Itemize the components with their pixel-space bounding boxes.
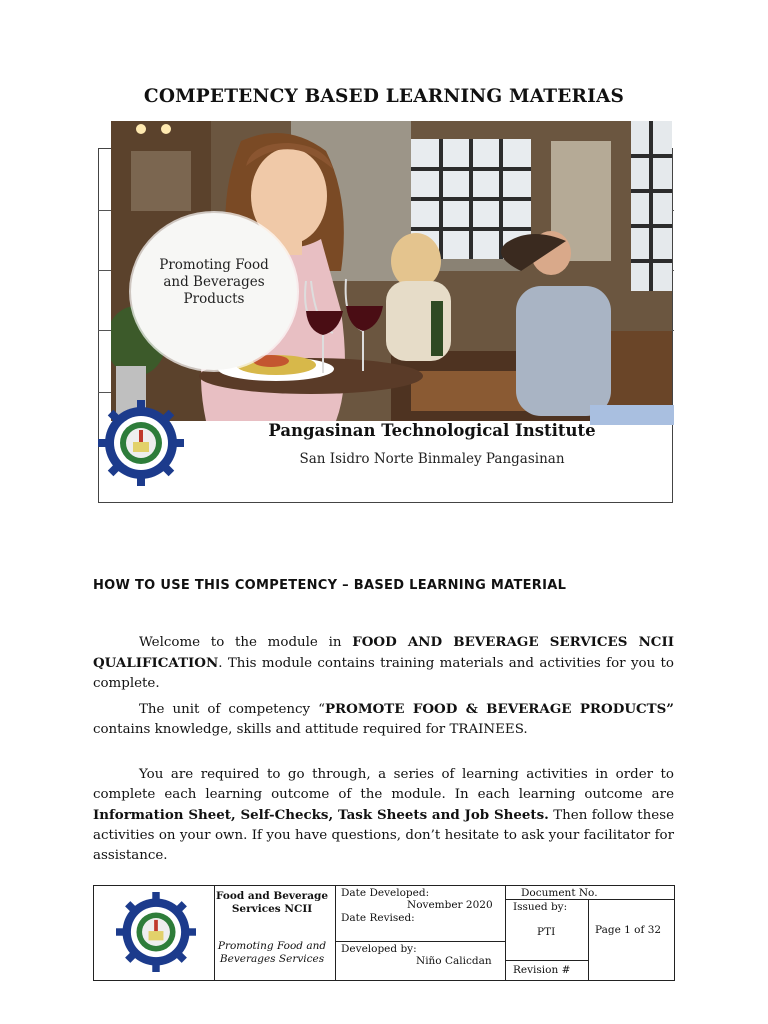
page-number: Page 1 of 32 — [595, 924, 662, 936]
developed-by-value: Niño Calicdan — [416, 955, 492, 967]
date-revised-label: Date Revised: — [341, 912, 415, 924]
institution-name: Pangasinan Technological Institute — [268, 421, 596, 440]
footer-course: Food and Beverage Services NCII — [216, 890, 329, 915]
developed-by-label: Developed by: — [341, 943, 417, 955]
paragraph-unit-of-competency: The unit of competency “PROMOTE FOOD & BEVERAGE PRODUCTS” contains knowledge, skills and attitude required for TRAINEES. — [93, 701, 674, 737]
paragraph-learning-activities: You are required to go through, a series of learning activities in order to complete each learning outcome of the module. In each learning outcome are Information Sheet, Self-Checks, Task Sheets and Job Sheets. Then follow these activities on your own. If you have questions, don’t hesitate to ask your facilitator for assistance. — [93, 767, 674, 863]
module-badge — [131, 213, 297, 370]
document-no-label: Document No. — [521, 887, 598, 899]
institute-logo-icon — [98, 400, 184, 486]
issued-by-label: Issued by: — [513, 901, 568, 913]
paragraph-welcome: Welcome to the module in FOOD AND BEVERAGE SERVICES NCII QUALIFICATION. This module contains training materials and activities for you to complete. — [93, 634, 674, 691]
date-developed-value: November 2020 — [407, 899, 493, 911]
institution-address: San Isidro Norte Binmaley Pangasinan — [299, 451, 565, 467]
section-heading: HOW TO USE THIS COMPETENCY – BASED LEARNING MATERIAL — [93, 578, 567, 593]
document-title: COMPETENCY BASED LEARNING MATERIAS — [143, 86, 625, 107]
footer-logo-icon — [116, 892, 196, 972]
revision-label: Revision # — [513, 964, 571, 976]
issued-by-value: PTI — [537, 926, 556, 938]
document-footer-table — [93, 885, 675, 981]
module-badge-text: Promoting Food and Beverages Products — [159, 257, 269, 307]
footer-module: Promoting Food and Beverages Services — [217, 940, 327, 965]
date-developed-label: Date Developed: — [341, 887, 430, 899]
